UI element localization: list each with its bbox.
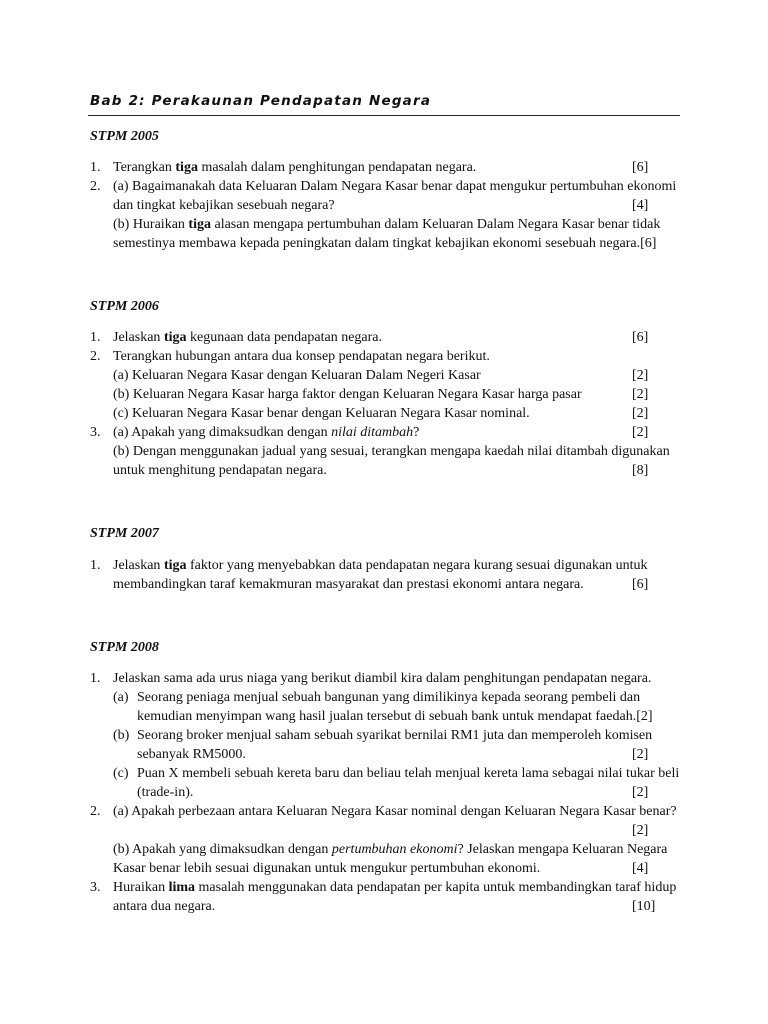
question-mark: [4] <box>632 861 649 876</box>
question-text: kemudian menyimpan wang hasil jualan tersebut di sebuah bank untuk mendapat faedah.[2] <box>137 709 653 724</box>
question-text: sebanyak RM5000. <box>137 747 246 762</box>
question-mark: [2] <box>632 406 649 421</box>
question-number: 1. <box>90 160 101 175</box>
question-number: 2. <box>90 349 101 364</box>
question-text: untuk menghitung pendapatan negara. <box>113 463 327 478</box>
question-text: semestinya membawa kepada peningkatan dalam tingkat kebajikan ekonomi sesebuah negara.[6] <box>113 236 657 251</box>
question-number: 2. <box>90 179 101 194</box>
question-mark: [8] <box>632 463 649 478</box>
question-text: (a) Keluaran Negara Kasar dengan Keluaran Dalam Negeri Kasar <box>113 368 481 383</box>
question-text: (a) Apakah yang dimaksudkan dengan nilai ditambah? <box>113 425 420 440</box>
document-title: Bab 2: Perakaunan Pendapatan Negara <box>90 93 432 109</box>
sub-question-label: (b) <box>113 728 130 743</box>
title-underline <box>88 115 680 116</box>
question-mark: [6] <box>632 160 649 175</box>
question-text: (b) Huraikan tiga alasan mengapa pertumbuhan dalam Keluaran Dalam Negara Kasar benar tidak <box>113 217 661 232</box>
question-mark: [2] <box>632 747 649 762</box>
question-text: Jelaskan tiga kegunaan data pendapatan negara. <box>113 330 383 345</box>
question-text: (a) Bagaimanakah data Keluaran Dalam Negara Kasar benar dapat mengukur pertumbuhan ekonomi <box>113 179 677 194</box>
question-text: (a) Apakah perbezaan antara Keluaran Negara Kasar nominal dengan Keluaran Negara Kasar benar? <box>113 804 677 819</box>
question-text: Kasar benar lebih sesuai digunakan untuk mengukur pertumbuhan ekonomi. <box>113 861 541 876</box>
question-text: Seorang broker menjual saham sebuah syarikat bernilai RM1 juta dan memperoleh komisen <box>137 728 653 743</box>
question-text: Puan X membeli sebuah kereta baru dan beliau telah menjual kereta lama sebagai nilai tukar beli <box>137 766 680 781</box>
question-text: membandingkan taraf kemakmuran masyarakat dan prestasi ekonomi antara negara. <box>113 577 584 592</box>
question-text: Terangkan hubungan antara dua konsep pendapatan negara berikut. <box>113 349 490 364</box>
question-mark: [2] <box>632 387 649 402</box>
question-text: Jelaskan tiga faktor yang menyebabkan data pendapatan negara kurang sesuai digunakan untuk <box>113 558 648 573</box>
section-heading-2006: STPM 2006 <box>90 299 159 314</box>
sub-question-label: (a) <box>113 690 129 705</box>
question-mark: [2] <box>632 368 649 383</box>
question-text: (trade-in). <box>137 785 194 800</box>
question-number: 3. <box>90 425 101 440</box>
question-mark: [6] <box>632 577 649 592</box>
question-number: 1. <box>90 330 101 345</box>
question-text: Huraikan lima masalah menggunakan data pendapatan per kapita untuk membandingkan taraf hidup <box>113 880 677 895</box>
question-text: Terangkan tiga masalah dalam penghitungan pendapatan negara. <box>113 160 477 175</box>
question-number: 1. <box>90 558 101 573</box>
question-number: 1. <box>90 671 101 686</box>
question-number: 2. <box>90 804 101 819</box>
question-mark: [10] <box>632 899 656 914</box>
question-text: Seorang peniaga menjual sebuah bangunan yang dimilikinya kepada seorang pembeli dan <box>137 690 641 705</box>
question-text: (c) Keluaran Negara Kasar benar dengan Keluaran Negara Kasar nominal. <box>113 406 530 421</box>
question-text: (b) Dengan menggunakan jadual yang sesuai, terangkan mengapa kaedah nilai ditambah digunakan <box>113 444 670 459</box>
question-text: (b) Apakah yang dimaksudkan dengan pertumbuhan ekonomi? Jelaskan mengapa Keluaran Negara <box>113 842 668 857</box>
question-mark: [6] <box>632 330 649 345</box>
sub-question-label: (c) <box>113 766 129 781</box>
question-text: dan tingkat kebajikan sesebuah negara? <box>113 198 335 213</box>
question-text: antara dua negara. <box>113 899 216 914</box>
question-text: (b) Keluaran Negara Kasar harga faktor dengan Keluaran Negara Kasar harga pasar <box>113 387 582 402</box>
section-heading-2008: STPM 2008 <box>90 640 159 655</box>
question-mark: [4] <box>632 198 649 213</box>
question-number: 3. <box>90 880 101 895</box>
section-heading-2007: STPM 2007 <box>90 526 159 541</box>
question-mark: [2] <box>632 425 649 440</box>
question-mark: [2] <box>632 785 649 800</box>
question-mark: [2] <box>632 823 649 838</box>
section-heading-2005: STPM 2005 <box>90 129 159 144</box>
question-text: Jelaskan sama ada urus niaga yang berikut diambil kira dalam penghitungan pendapatan negara. <box>113 671 652 686</box>
